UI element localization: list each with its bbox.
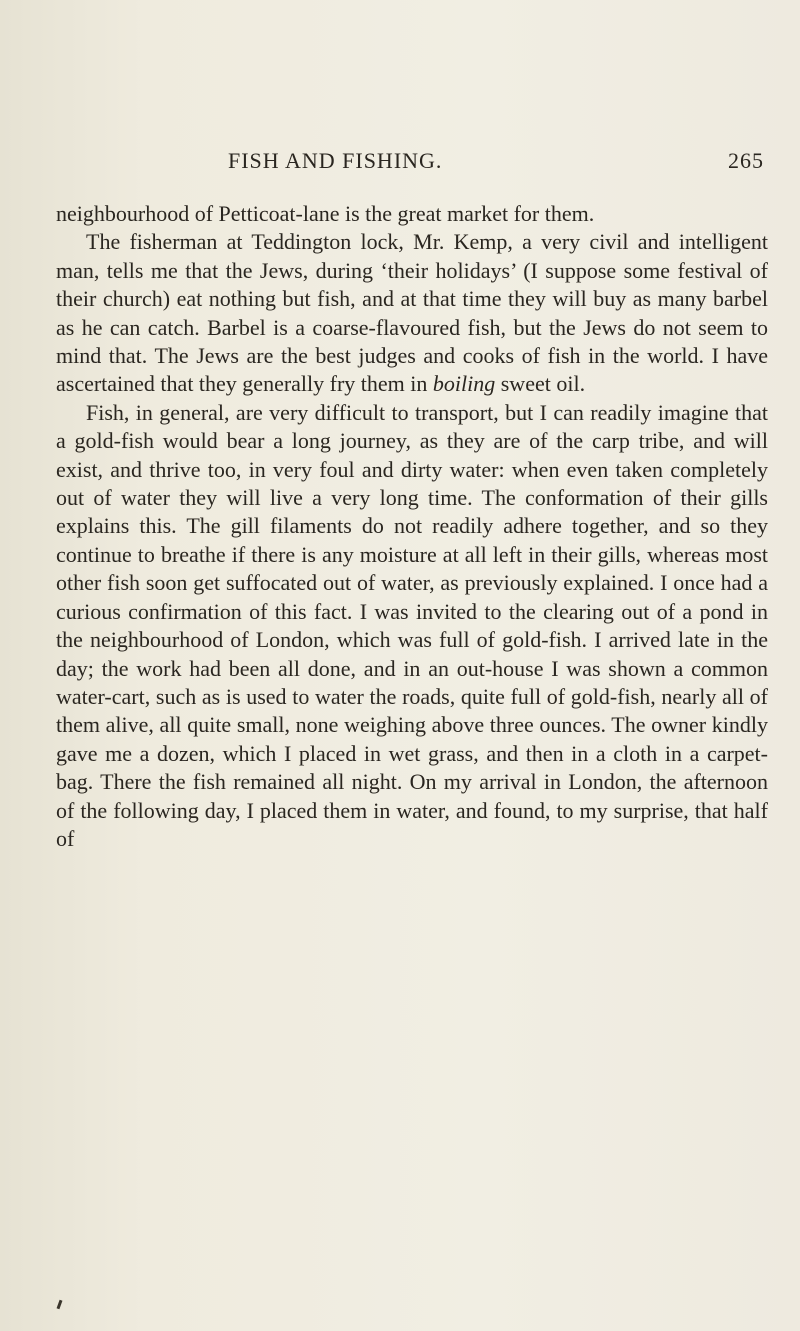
running-title: FISH AND FISHING. (228, 148, 443, 173)
paragraph-2-text-end: sweet oil. (495, 371, 586, 397)
body-text (56, 200, 768, 853)
ink-speck (57, 1300, 63, 1309)
paragraph-1-text: neighbourhood of Petticoat-lane is the great market for them. (56, 201, 595, 226)
page-number: 265 (728, 148, 764, 173)
paragraph-1 (56, 200, 768, 228)
paragraph-2 (56, 228, 768, 398)
paragraph-2-text: The fisherman at Teddington lock, Mr. Kemp, a very civil and intelligent man, tells me that the Jews, during ‘their holidays’ (I suppose some festival of their church) eat nothing but fish, and at that time they will buy as many barbel as he can catch. Barbel is a coarse-flavoured fish, but the Jews do not seem to mind that. The Jews are the best judges and cooks of fish in the world. I have ascertained that they generally fry them in (56, 229, 768, 397)
running-head (228, 148, 764, 178)
paragraph-3-text: Fish, in general, are very difficult to transport, but I can readily imagine that a gold-fish would bear a long journey, as they are of the carp tribe, and will exist, and thrive too, in very foul and dirty water: when even taken completely out of water they will live a very long time. The conformation of their gills explains this. The gill filaments do not readily adhere together, and so they continue to breathe if there is any moisture at all left in their gills, whereas most other fish soon get suffocated out of water, as previously explained. I once had a curious confirmation of this fact. I was invited to the clearing out of a pond in the neighbourhood of London, which was full of gold-fish. I arrived late in the day; the work had been all done, and in an out-house I was shown a common water-cart, such as is used to water the roads, quite full of gold-fish, nearly all of them alive, all quite small, none weighing above three ounces. The owner kindly gave me a dozen, which I placed in wet grass, and then in a cloth in a carpet-bag. There the fish remained all night. On my arrival in London, the afternoon of the following day, I placed them in water, and found, to my surprise, that half of (56, 399, 768, 851)
paragraph-3 (56, 399, 768, 854)
italic-word-boiling: boiling (432, 371, 496, 397)
